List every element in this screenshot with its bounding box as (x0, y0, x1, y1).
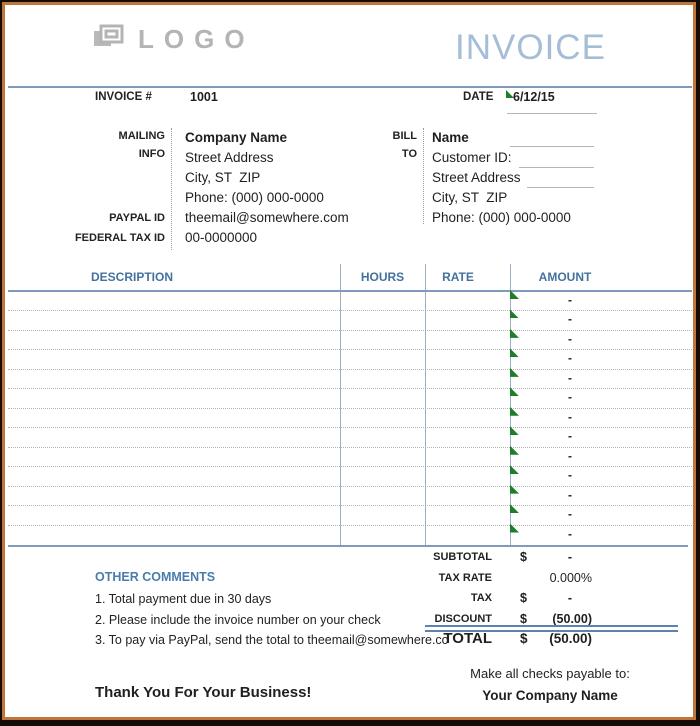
paypal-id-label: PAYPAL ID (109, 212, 165, 224)
table-row[interactable] (8, 331, 692, 350)
row-amount-value: - (568, 507, 572, 522)
tax-rate-value[interactable]: 0.000% (549, 571, 592, 585)
column-header-rate: RATE (442, 270, 474, 284)
table-row[interactable] (8, 506, 692, 525)
mailing-label-line2: INFO (138, 148, 165, 160)
header-rule (8, 86, 692, 88)
table-row[interactable] (8, 526, 692, 545)
mailing-label-line1: MAILING (118, 130, 165, 142)
mailing-city-state-zip[interactable]: City, ST ZIP (185, 170, 261, 185)
comment-item-1: 1. Total payment due in 30 days (95, 592, 272, 606)
logo-text: LOGO (138, 24, 255, 54)
table-row[interactable] (8, 409, 692, 428)
discount-label: DISCOUNT (434, 613, 492, 625)
table-row[interactable] (8, 311, 692, 330)
subtotal-value[interactable]: - (567, 550, 572, 564)
row-amount-value: - (568, 351, 572, 366)
row-amount-value: - (568, 370, 572, 385)
discount-value[interactable]: (50.00) (552, 612, 592, 626)
tax-value[interactable]: - (567, 591, 572, 605)
customer-id-field[interactable] (519, 167, 594, 168)
table-row[interactable] (8, 350, 692, 369)
comment-item-2: 2. Please include the invoice number on your check (95, 613, 381, 627)
page-title: INVOICE (455, 28, 606, 67)
discount-currency: $ (520, 612, 527, 626)
bill-to-divider (423, 128, 424, 224)
date-value[interactable]: 6/12/15 (513, 90, 555, 104)
subtotal-currency: $ (520, 550, 527, 564)
bill-to-label-line1: BILL (392, 130, 417, 142)
table-row[interactable] (8, 448, 692, 467)
bill-to-street[interactable]: Street Address (432, 170, 521, 185)
table-row[interactable] (8, 370, 692, 389)
bill-to-name[interactable]: Name (432, 130, 469, 145)
total-label: TOTAL (443, 630, 492, 647)
invoice-rows (8, 292, 692, 545)
row-amount-value: - (568, 331, 572, 346)
bill-to-city-state-zip[interactable]: City, ST ZIP (432, 190, 508, 205)
other-comments-heading: OTHER COMMENTS (95, 570, 216, 584)
column-header-amount: AMOUNT (538, 270, 592, 284)
invoice-number-value[interactable]: 1001 (190, 90, 218, 104)
row-amount-value: - (568, 312, 572, 327)
table-row[interactable] (8, 292, 692, 311)
thank-you-message: Thank You For Your Business! (95, 684, 312, 701)
payable-name: Your Company Name (482, 688, 618, 703)
table-row[interactable] (8, 487, 692, 506)
column-header-hours: HOURS (360, 270, 405, 284)
tax-label: TAX (470, 592, 492, 604)
bill-to-name-field[interactable] (510, 146, 594, 147)
bill-to-phone[interactable]: Phone: (000) 000-0000 (432, 210, 571, 225)
total-currency: $ (520, 631, 528, 646)
row-amount-value: - (568, 293, 572, 307)
mailing-phone[interactable]: Phone: (000) 000-0000 (185, 190, 324, 205)
row-amount-value: - (568, 526, 572, 541)
payable-label: Make all checks payable to: (470, 666, 630, 681)
tax-currency: $ (520, 591, 527, 605)
mailing-divider (171, 128, 172, 250)
tax-rate-label: TAX RATE (438, 572, 492, 584)
row-amount-value: - (568, 468, 572, 483)
subtotal-label: SUBTOTAL (433, 551, 492, 563)
row-amount-value: - (568, 448, 572, 463)
row-amount-value: - (568, 429, 572, 444)
comment-item-3: 3. To pay via PayPal, send the total to theemail@somewhere.co (95, 633, 449, 647)
invoice-number-label: INVOICE # (95, 91, 152, 103)
paypal-id-value[interactable]: theemail@somewhere.com (185, 210, 349, 225)
mailing-street[interactable]: Street Address (185, 150, 274, 165)
bill-to-street-field[interactable] (527, 187, 594, 188)
table-row[interactable] (8, 428, 692, 447)
table-row[interactable] (8, 389, 692, 408)
mailing-company-name[interactable]: Company Name (185, 130, 288, 145)
bill-to-label-line2: TO (401, 148, 417, 160)
customer-id-label: Customer ID: (432, 150, 512, 165)
federal-tax-id-label: FEDERAL TAX ID (74, 232, 165, 244)
total-value[interactable]: (50.00) (549, 631, 592, 646)
federal-tax-id-value[interactable]: 00-0000000 (185, 230, 258, 245)
date-label: DATE (463, 91, 494, 103)
date-underline (507, 113, 597, 114)
table-row[interactable] (8, 467, 692, 486)
row-amount-value: - (568, 487, 572, 502)
invoice-sheet (2, 2, 696, 720)
logo (92, 22, 255, 57)
row-amount-value: - (568, 390, 572, 405)
table-bottom-rule (8, 545, 688, 547)
row-amount-value: - (568, 409, 572, 424)
logo-image-icon (92, 22, 128, 57)
column-header-description: DESCRIPTION (90, 270, 173, 284)
